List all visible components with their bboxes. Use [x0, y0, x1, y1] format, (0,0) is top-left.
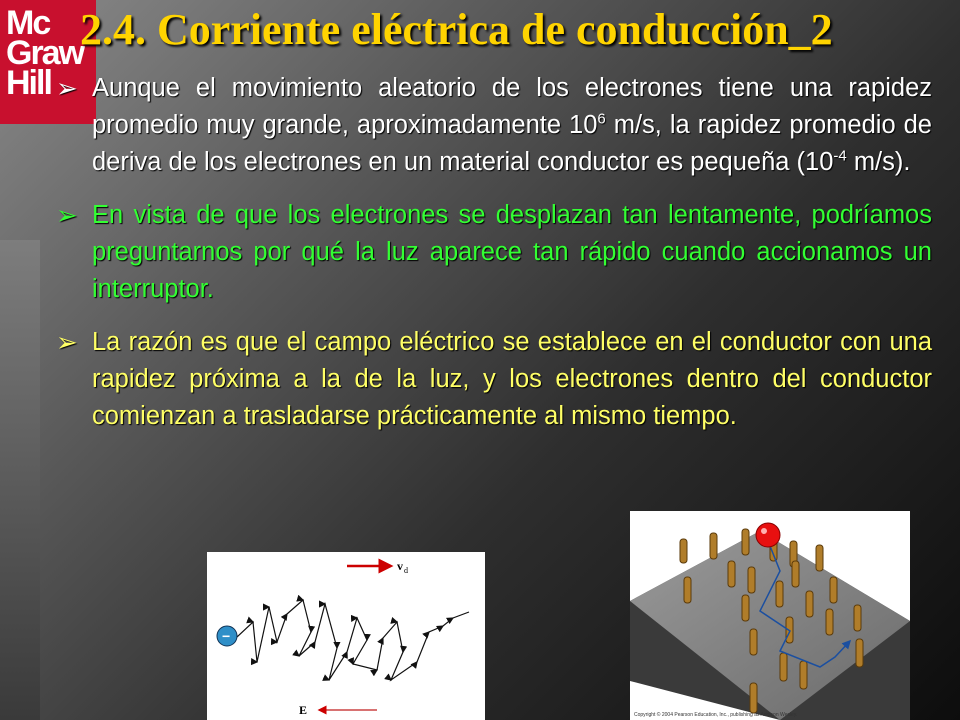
vd-subscript: d: [404, 566, 408, 575]
random-walk-path: [237, 600, 469, 680]
conductor-lattice-figure: [630, 511, 910, 720]
arrow-bullet-icon: ➢: [56, 200, 78, 230]
arrow-bullet-icon: ➢: [56, 73, 78, 103]
bullet-field-speed: ➢ La razón es que el campo eléctrico se establece en el conductor con una rapidez próxima a la de la luz, y los electrones dentro del conductor comienzan a trasladarse prácticamente al mismo tiempo.: [56, 324, 932, 435]
arrow-bullet-icon: ➢: [56, 327, 78, 357]
vd-label: v: [397, 559, 403, 573]
bullet-slow-electrons: ➢ En vista de que los electrones se desplazan tan lentamente, podríamos preguntarnos por qué la luz aparece tan rápido cuando accionamos un interruptor.: [56, 197, 932, 308]
e-field-label: E: [299, 703, 308, 717]
svg-text:−: −: [222, 628, 231, 644]
copyright-credit: Copyright © 2004 Pearson Education, Inc., publishing as Addison Wesley.: [634, 712, 798, 718]
slide-title: 2.4. Corriente eléctrica de conducción_2: [80, 5, 833, 54]
bullet-random-motion: ➢ Aunque el movimiento aleatorio de los electrones tiene una rapidez promedio muy grande, aproximadamente $10^6$ m/s, la rapidez promedio de deriva de los electrones en un material conductor es pequeña ($10^{-4}$ m/s).: [56, 70, 932, 181]
publisher-logo: Mc Graw Hill: [0, 0, 96, 124]
bullet-list: [56, 70, 932, 451]
drift-velocity-figure: [207, 552, 485, 720]
left-band-decoration: [0, 240, 40, 720]
electron-ball-icon: [756, 523, 780, 547]
